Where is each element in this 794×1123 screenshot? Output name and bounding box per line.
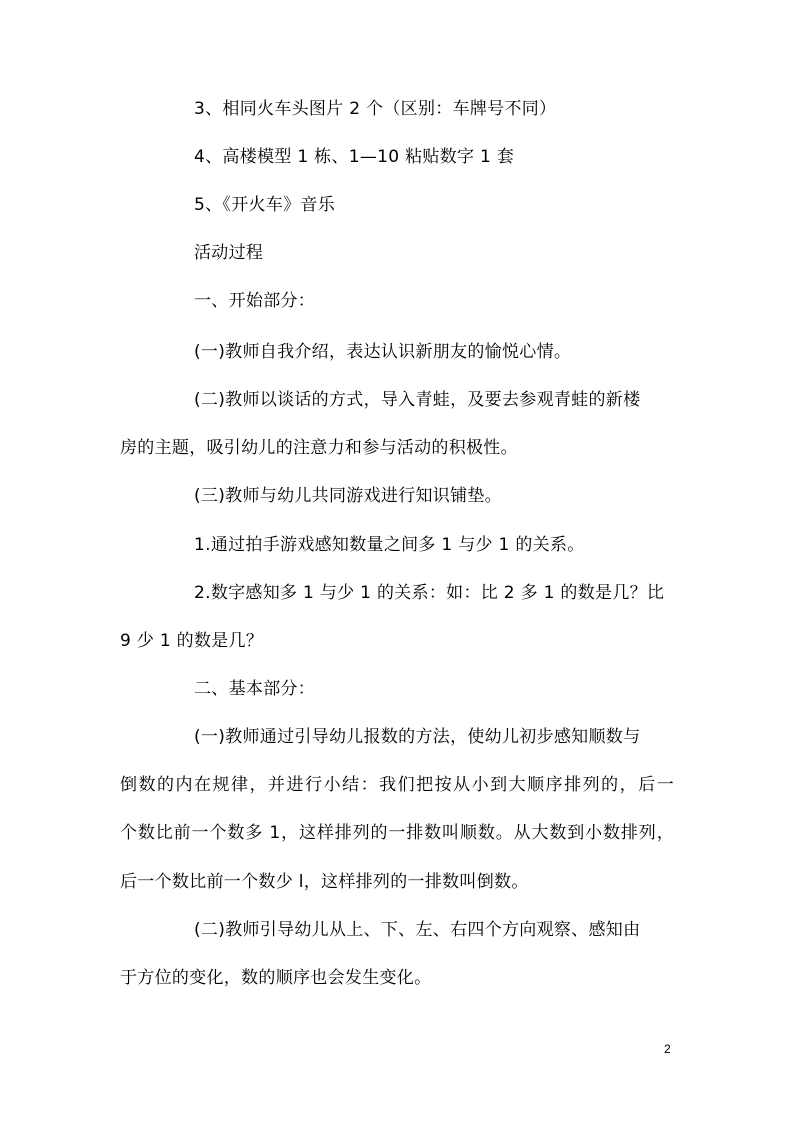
material-item-5: 5、《开火车》音乐 <box>194 195 336 215</box>
paragraph-line: 后一个数比前一个数少 l，这样排列的一排数叫倒数。 <box>120 872 529 892</box>
material-item-4: 4、高楼模型 1 栋、1—10 粘贴数字 1 套 <box>194 147 515 167</box>
paragraph-line: (三)教师与幼儿共同游戏进行知识铺垫。 <box>194 486 502 506</box>
section-heading-basic: 二、基本部分： <box>194 679 316 699</box>
paragraph-line: 房的主题，吸引幼儿的注意力和参与活动的积极性。 <box>120 438 518 458</box>
page-number: 2 <box>664 1042 671 1056</box>
paragraph-line: (二)教师以谈话的方式，导入青蛙，及要去参观青蛙的新楼 <box>194 390 641 410</box>
paragraph-line: 9 少 1 的数是几？ <box>120 631 264 651</box>
section-heading-activity-process: 活动过程 <box>194 243 264 263</box>
paragraph-line: (二)教师引导幼儿从上、下、左、右四个方向观察、感知由 <box>194 920 641 940</box>
section-heading-opening: 一、开始部分： <box>194 291 316 311</box>
paragraph-line: 倒数的内在规律，并进行小结：我们把按从小到大顺序排列的，后一 <box>120 775 674 795</box>
paragraph-line: (一)教师自我介绍，表达认识新朋友的愉悦心情。 <box>194 342 572 362</box>
material-item-3: 3、相同火车头图片 2 个（区别：车牌号不同） <box>194 99 557 119</box>
paragraph-line: 于方位的变化，数的顺序也会发生变化。 <box>120 968 432 988</box>
paragraph-line: 2.数字感知多 1 与少 1 的关系：如：比 2 多 1 的数是几？比 <box>194 583 665 603</box>
paragraph-line: (一)教师通过引导幼儿报数的方法，使幼儿初步感知顺数与 <box>194 727 641 747</box>
paragraph-line: 1.通过拍手游戏感知数量之间多 1 与少 1 的关系。 <box>194 535 585 555</box>
paragraph-line: 个数比前一个数多 1，这样排列的一排数叫顺数。从大数到小数排列， <box>120 823 674 843</box>
